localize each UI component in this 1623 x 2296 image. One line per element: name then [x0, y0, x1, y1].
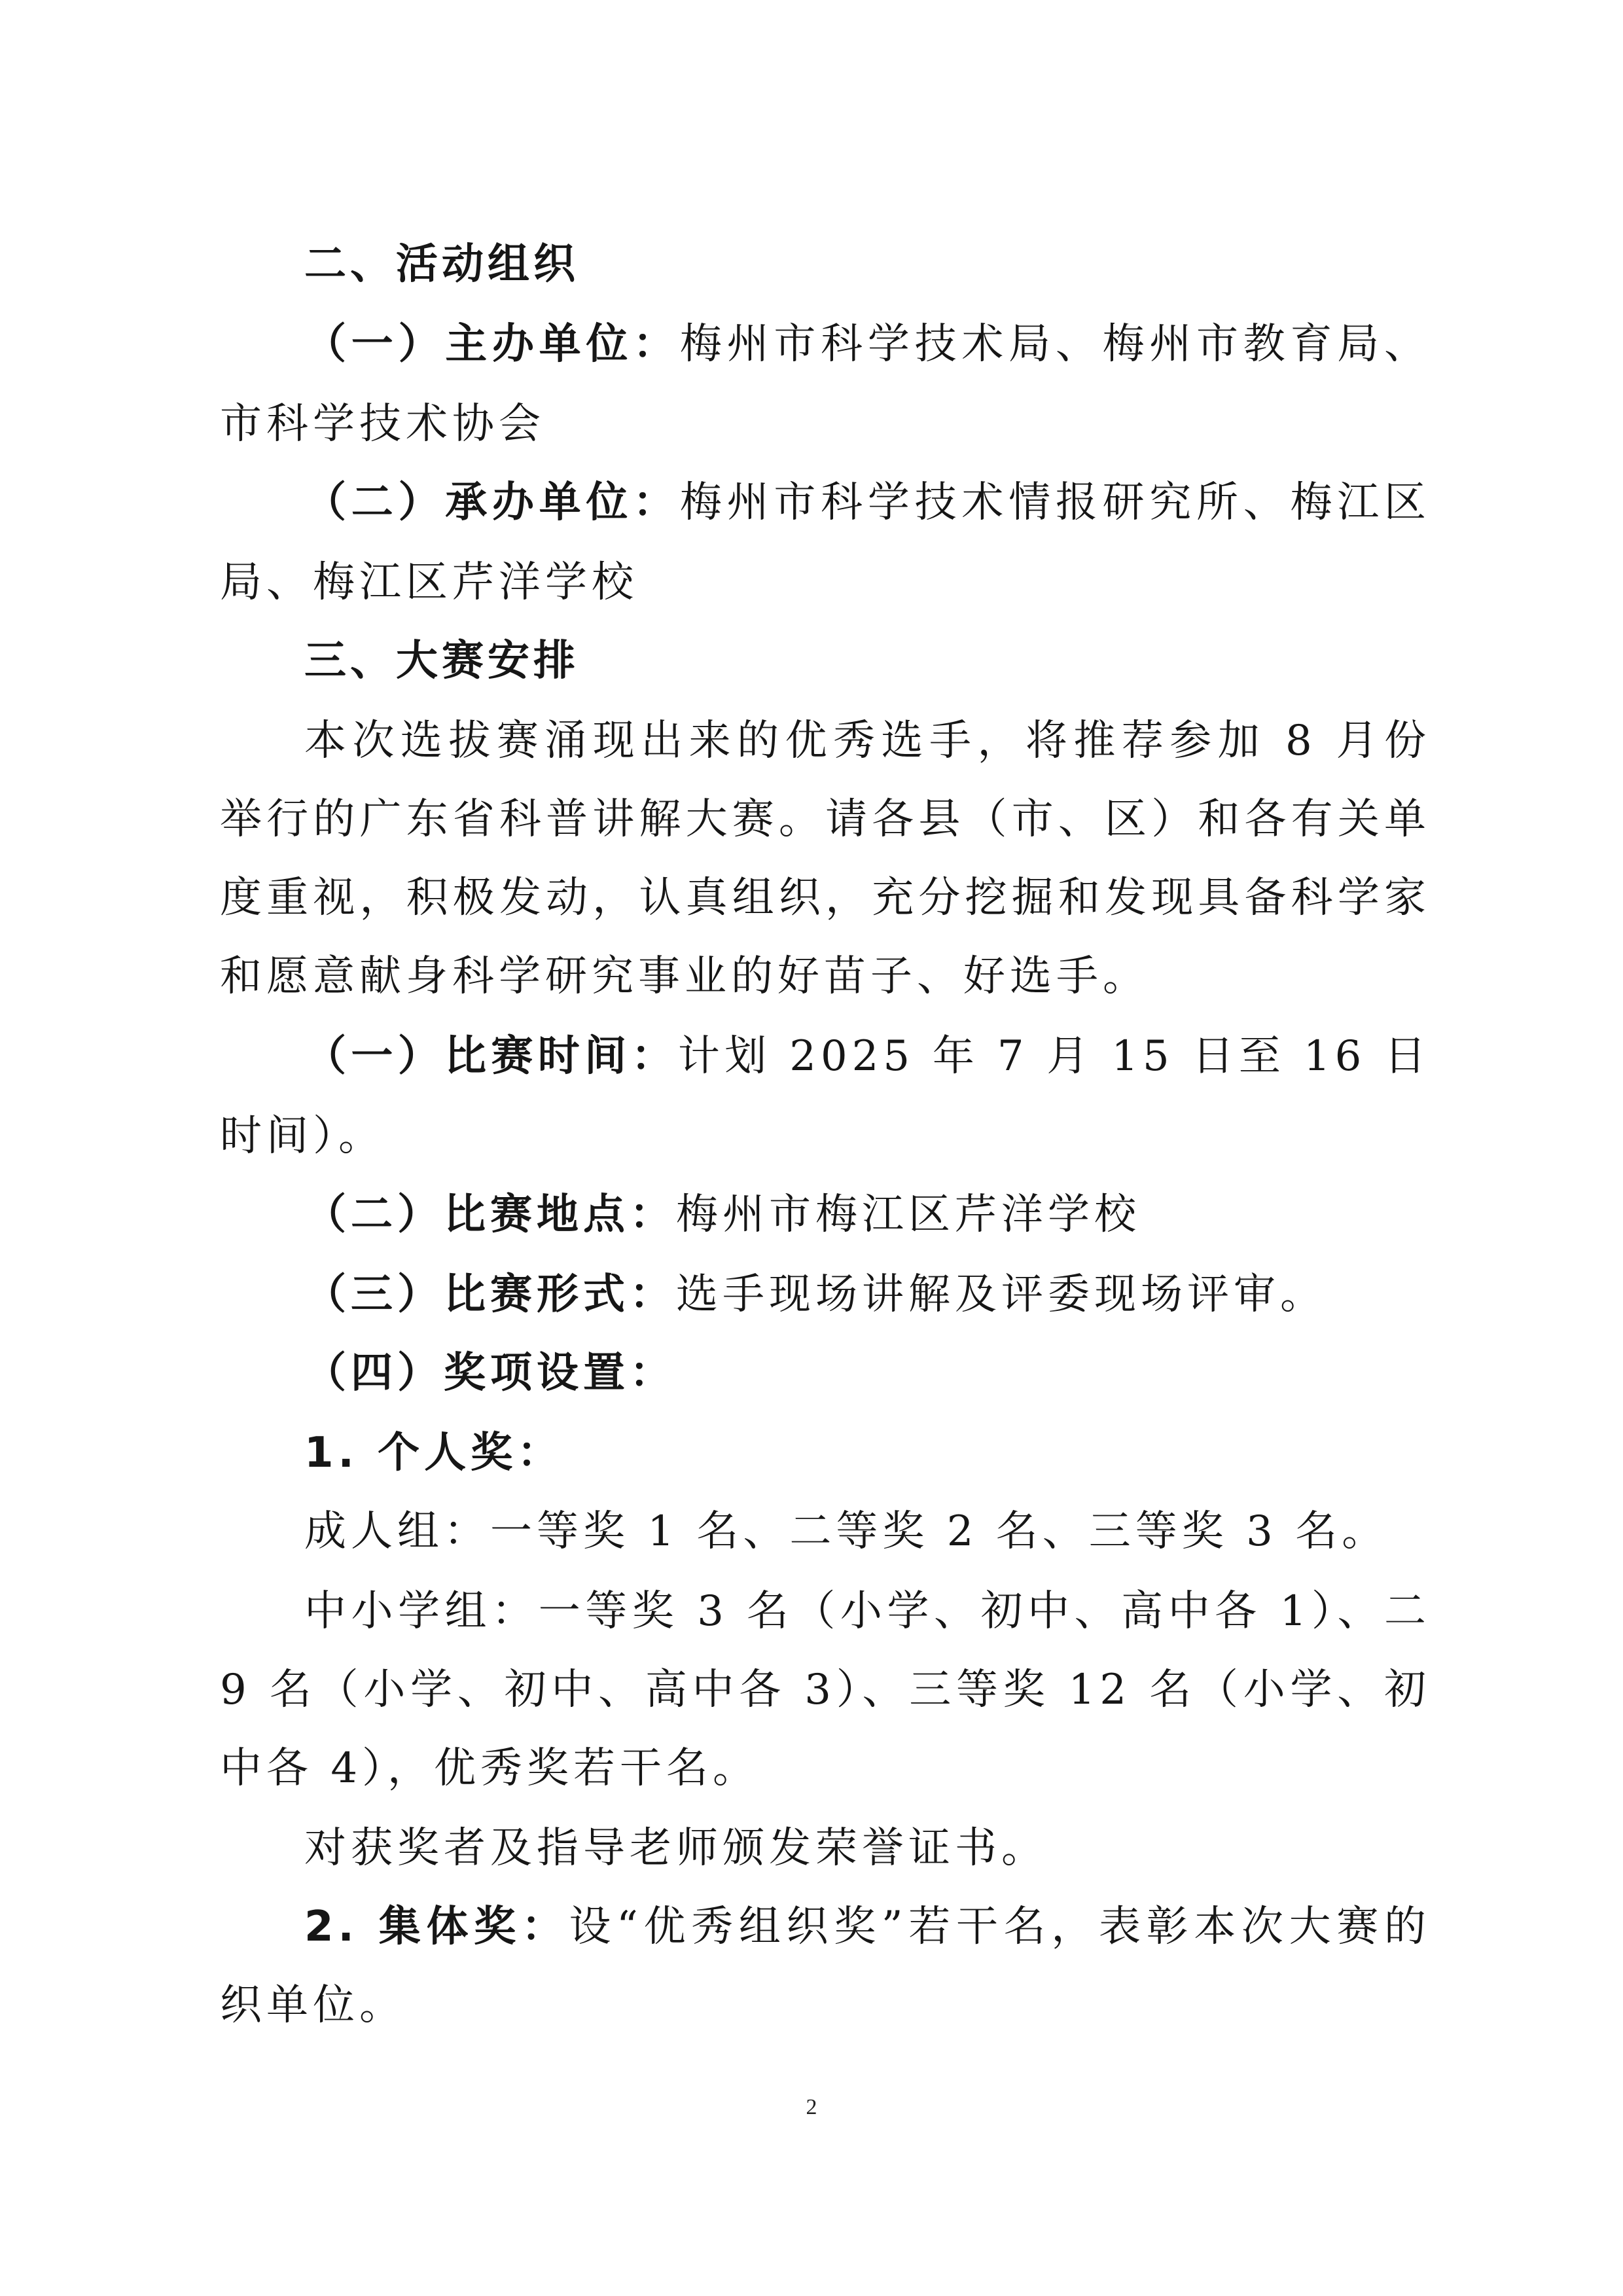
undertaker-label: （二）承办单位： — [304, 478, 680, 527]
organizer-line — [304, 310, 1431, 378]
undertaker-text: 梅州市科学技术情报研究所、梅江区 — [679, 478, 1431, 527]
awards-heading: （四）奖项设置： — [304, 1349, 676, 1397]
competition-time-text: 计划 2025 年 7 月 15 日至 16 日 — [677, 1032, 1431, 1081]
competition-place-label: （二）比赛地点： — [304, 1191, 676, 1239]
collective-award-text: 设“优秀组织奖”若干名，表彰本次大赛的 — [569, 1903, 1431, 1951]
school-group-awards-line-1: 中小学组：一等奖 3 名（小学、初中、高中各 1）、二 — [304, 1587, 1431, 1636]
school-group-awards-line-2: 9 名（小学、初中、高中各 3）、三等奖 12 名（小学、初 — [220, 1666, 1431, 1714]
intro-paragraph-line-3: 度重视，积极发动，认真组织，充分挖掘和发现具备科学家 — [220, 874, 1431, 922]
page-number: 2 — [806, 2095, 817, 2119]
individual-award-heading: 1. 个人奖： — [304, 1429, 564, 1477]
undertaker-line-continued: 局、梅江区芹洋学校 — [220, 558, 638, 607]
school-group-awards-line-3: 中各 4），优秀奖若干名。 — [220, 1744, 760, 1793]
competition-format-label: （三）比赛形式： — [304, 1270, 676, 1319]
organizer-text: 梅州市科学技术局、梅州市教育局、 — [679, 320, 1431, 368]
collective-award-label: 2. 集体奖： — [304, 1903, 569, 1951]
competition-place-text: 梅州市梅江区芹洋学校 — [676, 1191, 1141, 1239]
competition-format-line — [304, 1261, 1431, 1329]
section-heading-arrangement: 三、大赛安排 — [304, 637, 579, 685]
collective-award-line — [304, 1893, 1431, 1961]
competition-time-line-continued: 时间）。 — [220, 1112, 385, 1160]
competition-time-line — [304, 1022, 1431, 1090]
intro-paragraph-line-4: 和愿意献身科学研究事业的好苗子、好选手。 — [220, 952, 1149, 1001]
organizer-line-continued: 市科学技术协会 — [220, 400, 545, 448]
collective-award-line-continued: 织单位。 — [220, 1981, 406, 2030]
competition-format-text: 选手现场讲解及评委现场评审。 — [676, 1270, 1327, 1319]
competition-time-label: （一）比赛时间： — [304, 1032, 678, 1081]
adult-group-awards: 成人组：一等奖 1 名、二等奖 2 名、三等奖 3 名。 — [304, 1507, 1389, 1556]
organizer-label: （一）主办单位： — [304, 320, 680, 368]
intro-paragraph-line-2: 举行的广东省科普讲解大赛。请各县（市、区）和各有关单 — [220, 795, 1431, 844]
competition-place-line — [304, 1181, 1431, 1249]
intro-paragraph-line-1: 本次选拔赛涌现出来的优秀选手，将推荐参加 8 月份 — [304, 717, 1431, 765]
certificate-note: 对获奖者及指导老师颁发荣誉证书。 — [304, 1824, 1048, 1873]
undertaker-line — [304, 469, 1431, 537]
section-heading-organization: 二、活动组织 — [304, 240, 579, 289]
